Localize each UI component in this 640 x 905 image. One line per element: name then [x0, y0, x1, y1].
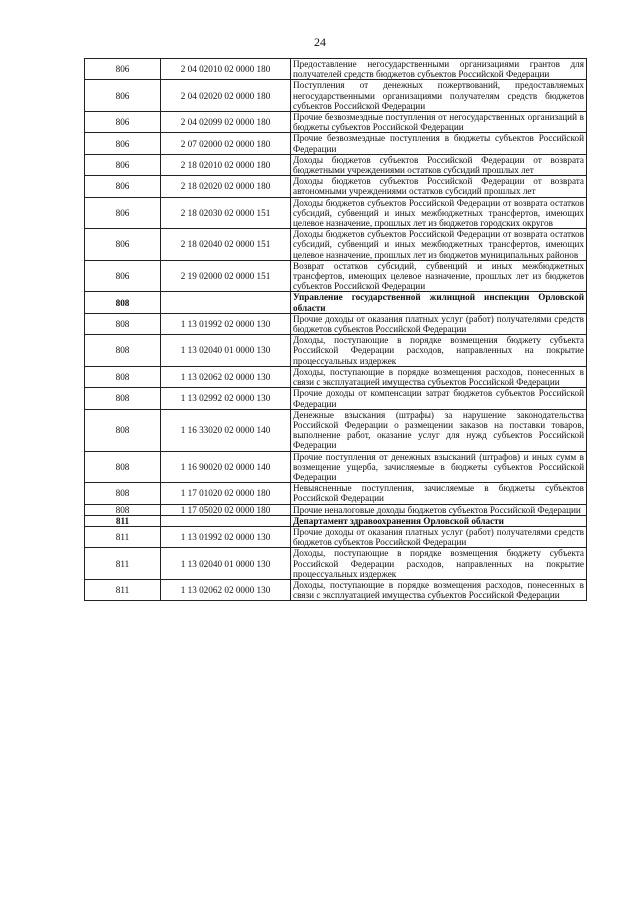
table-body [85, 59, 587, 601]
budget-code-cell [161, 515, 291, 526]
description-cell: Управление государственной жилищной инспекции Орловской области [291, 292, 587, 313]
table-row [85, 59, 587, 80]
table-row [85, 260, 587, 292]
section-header-row [85, 515, 587, 526]
admin-code-cell: 808 [85, 483, 161, 504]
table-row [85, 80, 587, 112]
description-cell: Возврат остатков субсидий, субвенций и иных межбюджетных трансфертов, имеющих целевое назначение, прошлых лет из бюджетов субъектов Российской Федерации [291, 260, 587, 292]
admin-code-cell: 808 [85, 388, 161, 409]
description-cell: Прочие поступления от денежных взысканий (штрафов) и иных сумм в возмещение ущерба, зачисляемые в бюджеты субъектов Российской Федерации [291, 451, 587, 483]
budget-code-cell: 1 16 90020 02 0000 140 [161, 451, 291, 483]
table-row [85, 451, 587, 483]
description-cell: Доходы, поступающие в порядке возмещения бюджету субъекта Российской Федерации расходов, направленных на покрытие процессуальных издержек [291, 335, 587, 367]
budget-code-cell: 2 07 02000 02 0000 180 [161, 133, 291, 154]
admin-code-cell: 806 [85, 80, 161, 112]
description-cell: Доходы, поступающие в порядке возмещения бюджету субъекта Российской Федерации расходов, направленных на покрытие процессуальных издержек [291, 548, 587, 580]
description-cell: Прочие доходы от оказания платных услуг (работ) получателями средств бюджетов субъектов Российской Федерации [291, 313, 587, 334]
budget-code-cell: 2 04 02020 02 0000 180 [161, 80, 291, 112]
admin-code-cell: 806 [85, 133, 161, 154]
budget-code-cell: 2 04 02099 02 0000 180 [161, 112, 291, 133]
admin-code-cell: 808 [85, 366, 161, 387]
budget-classification-table [84, 58, 587, 601]
table-row [85, 313, 587, 334]
budget-code-cell: 1 13 02992 02 0000 130 [161, 388, 291, 409]
admin-code-cell: 811 [85, 548, 161, 580]
table-row [85, 548, 587, 580]
budget-code-cell: 2 19 02000 02 0000 151 [161, 260, 291, 292]
description-cell: Департамент здравоохранения Орловской области [291, 515, 587, 526]
table-row [85, 133, 587, 154]
budget-code-cell: 2 18 02010 02 0000 180 [161, 154, 291, 175]
table-row [85, 366, 587, 387]
description-cell: Доходы бюджетов субъектов Российской Федерации от возврата остатков субсидий, субвенций и иных межбюджетных трансфертов, имеющих целевое назначение, прошлых лет из бюджетов городских округов [291, 197, 587, 229]
budget-code-cell: 2 18 02030 02 0000 151 [161, 197, 291, 229]
admin-code-cell: 808 [85, 451, 161, 483]
budget-code-cell: 2 18 02040 02 0000 151 [161, 229, 291, 261]
budget-code-cell: 2 04 02010 02 0000 180 [161, 59, 291, 80]
description-cell: Доходы, поступающие в порядке возмещения расходов, понесенных в связи с эксплуатацией имущества субъектов Российской Федерации [291, 579, 587, 600]
budget-code-cell: 1 17 05020 02 0000 180 [161, 504, 291, 515]
description-cell: Доходы, поступающие в порядке возмещения расходов, понесенных в связи с эксплуатацией имущества субъектов Российской Федерации [291, 366, 587, 387]
admin-code-cell: 808 [85, 313, 161, 334]
table-row [85, 335, 587, 367]
description-cell: Прочие доходы от компенсации затрат бюджетов субъектов Российской Федерации [291, 388, 587, 409]
description-cell: Прочие неналоговые доходы бюджетов субъектов Российской Федерации [291, 504, 587, 515]
budget-code-cell: 1 13 02040 01 0000 130 [161, 548, 291, 580]
table-row [85, 483, 587, 504]
table-row [85, 154, 587, 175]
description-cell: Предоставление негосударственными организациями грантов для получателей средств бюджетов субъектов Российской Федерации [291, 59, 587, 80]
budget-code-cell [161, 292, 291, 313]
admin-code-cell: 808 [85, 335, 161, 367]
description-cell: Прочие безвозмездные поступления от негосударственных организаций в бюджеты субъектов Российской Федерации [291, 112, 587, 133]
table-row [85, 112, 587, 133]
page-number: 24 [314, 35, 326, 49]
admin-code-cell: 806 [85, 176, 161, 197]
budget-code-cell: 1 13 01992 02 0000 130 [161, 526, 291, 547]
budget-code-cell: 1 13 02062 02 0000 130 [161, 579, 291, 600]
admin-code-cell: 808 [85, 504, 161, 515]
admin-code-cell: 808 [85, 292, 161, 313]
budget-code-cell: 1 13 02062 02 0000 130 [161, 366, 291, 387]
budget-code-cell: 1 13 01992 02 0000 130 [161, 313, 291, 334]
admin-code-cell: 806 [85, 59, 161, 80]
description-cell: Доходы бюджетов субъектов Российской Федерации от возврата остатков субсидий, субвенций и иных межбюджетных трансфертов, имеющих целевое назначение, прошлых лет из бюджетов муниципальных районов [291, 229, 587, 261]
admin-code-cell: 811 [85, 526, 161, 547]
table-row [85, 388, 587, 409]
admin-code-cell: 811 [85, 579, 161, 600]
description-cell: Невыясненные поступления, зачисляемые в бюджеты субъектов Российской Федерации [291, 483, 587, 504]
description-cell: Прочие доходы от оказания платных услуг (работ) получателями средств бюджетов субъектов Российской Федерации [291, 526, 587, 547]
table-row [85, 197, 587, 229]
description-cell: Доходы бюджетов субъектов Российской Федерации от возврата автономными учреждениями остатков субсидий прошлых лет [291, 176, 587, 197]
admin-code-cell: 806 [85, 229, 161, 261]
table-row [85, 176, 587, 197]
table-row [85, 409, 587, 451]
table-row [85, 229, 587, 261]
admin-code-cell: 806 [85, 260, 161, 292]
budget-code-cell: 1 16 33020 02 0000 140 [161, 409, 291, 451]
budget-code-cell: 1 13 02040 01 0000 130 [161, 335, 291, 367]
admin-code-cell: 811 [85, 515, 161, 526]
admin-code-cell: 808 [85, 409, 161, 451]
description-cell: Доходы бюджетов субъектов Российской Федерации от возврата бюджетными учреждениями остатков субсидий прошлых лет [291, 154, 587, 175]
description-cell: Поступления от денежных пожертвований, предоставляемых негосударственными организациями получателям средств бюджетов субъектов Российской Федерации [291, 80, 587, 112]
description-cell: Прочие безвозмездные поступления в бюджеты субъектов Российской Федерации [291, 133, 587, 154]
admin-code-cell: 806 [85, 154, 161, 175]
admin-code-cell: 806 [85, 197, 161, 229]
table-row [85, 526, 587, 547]
budget-code-cell: 2 18 02020 02 0000 180 [161, 176, 291, 197]
budget-code-cell: 1 17 01020 02 0000 180 [161, 483, 291, 504]
section-header-row [85, 292, 587, 313]
admin-code-cell: 806 [85, 112, 161, 133]
table-row [85, 504, 587, 515]
description-cell: Денежные взыскания (штрафы) за нарушение законодательства Российской Федерации о размещении заказов на поставки товаров, выполнение работ, оказание услуг для нужд субъектов Российской Федерации [291, 409, 587, 451]
table-row [85, 579, 587, 600]
